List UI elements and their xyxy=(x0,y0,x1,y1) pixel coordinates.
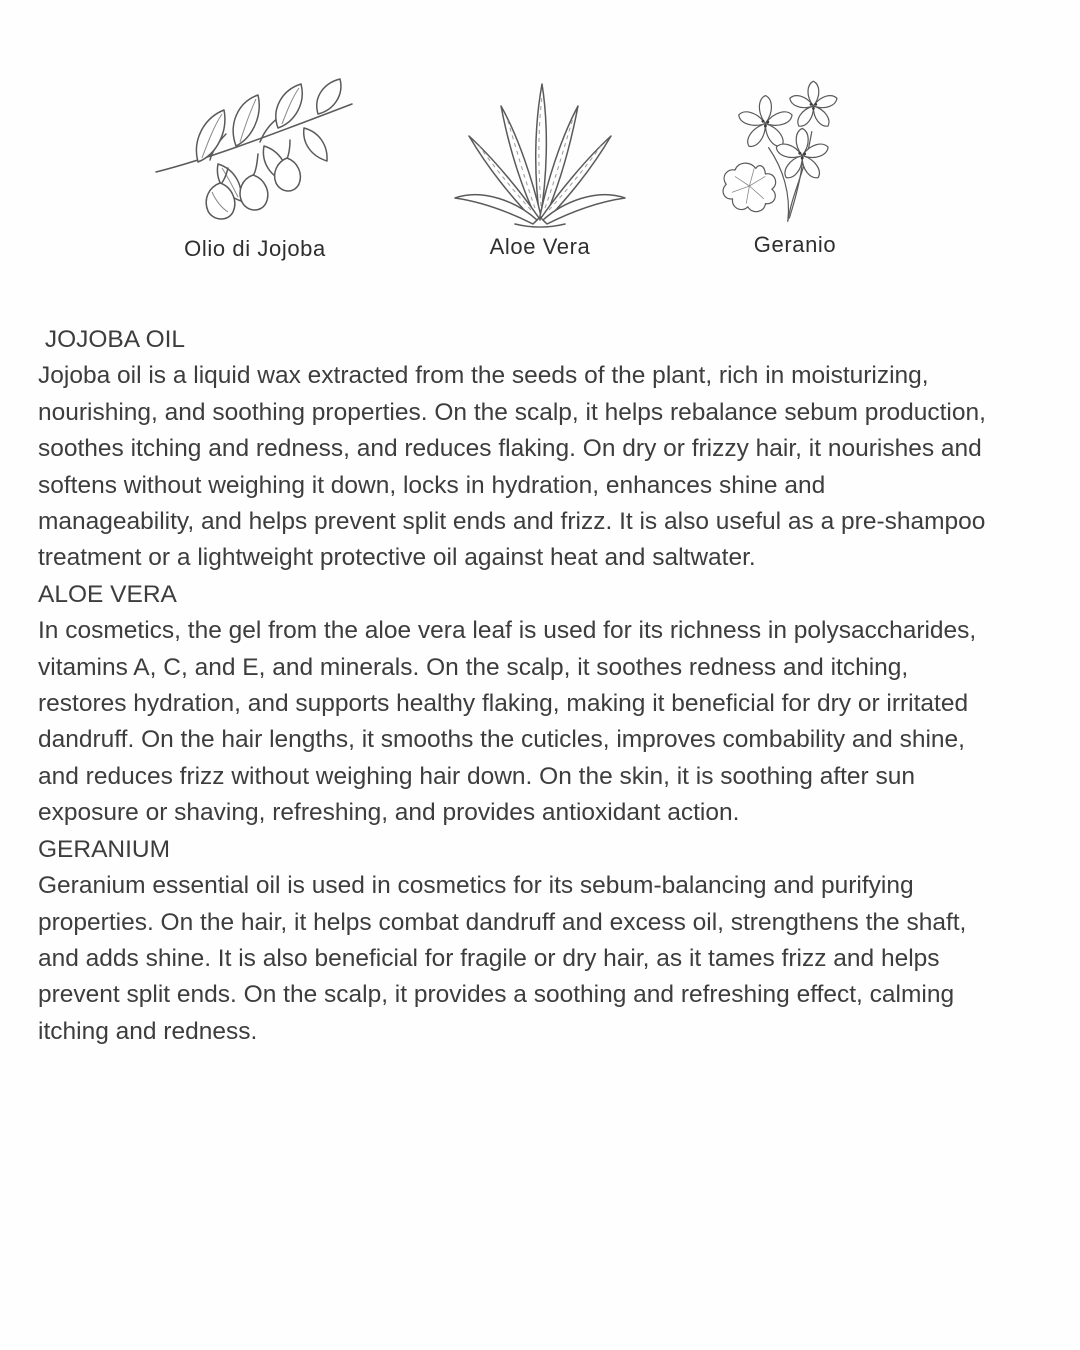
section-body-geranium: Geranium essential oil is used in cosmetics for its sebum-balancing and purifying properties. On the hair, it helps combat dandruff and excess oil, strengthens the shaft, and adds shine. It is also beneficial for fragile or dry hair, as it tames frizz and helps prevent split ends. On the scalp, it provides a soothing and refreshing effect, calming itching and redness. xyxy=(38,872,967,1045)
section-body-jojoba: Jojoba oil is a liquid wax extracted from the seeds of the plant, rich in moisturizing, nourishing, and soothing properties. On the scalp, it helps rebalance sebum production, soothes itching and redness, and reduces flaking. On dry or frizzy hair, it nourishes and softens without weighing it down, locks in hydration, enhances shine and manageability, and helps prevent split ends and frizz. It is also useful as a pre-shampoo treatment or a lightweight protective oil against heat and saltwater. xyxy=(38,362,986,572)
aloe-vera-icon xyxy=(445,76,635,228)
figure-jojoba xyxy=(135,68,375,262)
section-heading-jojoba: JOJOBA OIL xyxy=(38,326,186,353)
figure-jojoba-label: Olio di Jojoba xyxy=(184,236,326,261)
figure-aloe-vera-label: Aloe Vera xyxy=(489,234,591,259)
ingredient-descriptions xyxy=(38,322,986,1050)
geranium-icon xyxy=(705,74,885,226)
figure-geranium-label: Geranio xyxy=(753,232,837,257)
section-heading-aloe: ALOE VERA xyxy=(38,580,177,608)
jojoba-branch-icon xyxy=(140,68,370,230)
figure-aloe-vera xyxy=(440,76,640,260)
section-heading-geranium: GERANIUM xyxy=(38,835,171,863)
section-body-aloe: In cosmetics, the gel from the aloe vera leaf is used for its richness in polysaccharides, vitamins A, C, and E, and minerals. On the scalp, it soothes redness and itching, restores hydration, and supports healthy flaking, making it beneficial for dry or irritated dandruff. On the hair lengths, it smooths the cuticles, improves combability and shine, and reduces frizz without weighing hair down. On the skin, it is soothing after sun exposure or shaving, refreshing, and provides antioxidant action. xyxy=(38,617,977,827)
ingredient-illustrations xyxy=(0,60,1080,280)
figure-geranium xyxy=(695,74,895,258)
